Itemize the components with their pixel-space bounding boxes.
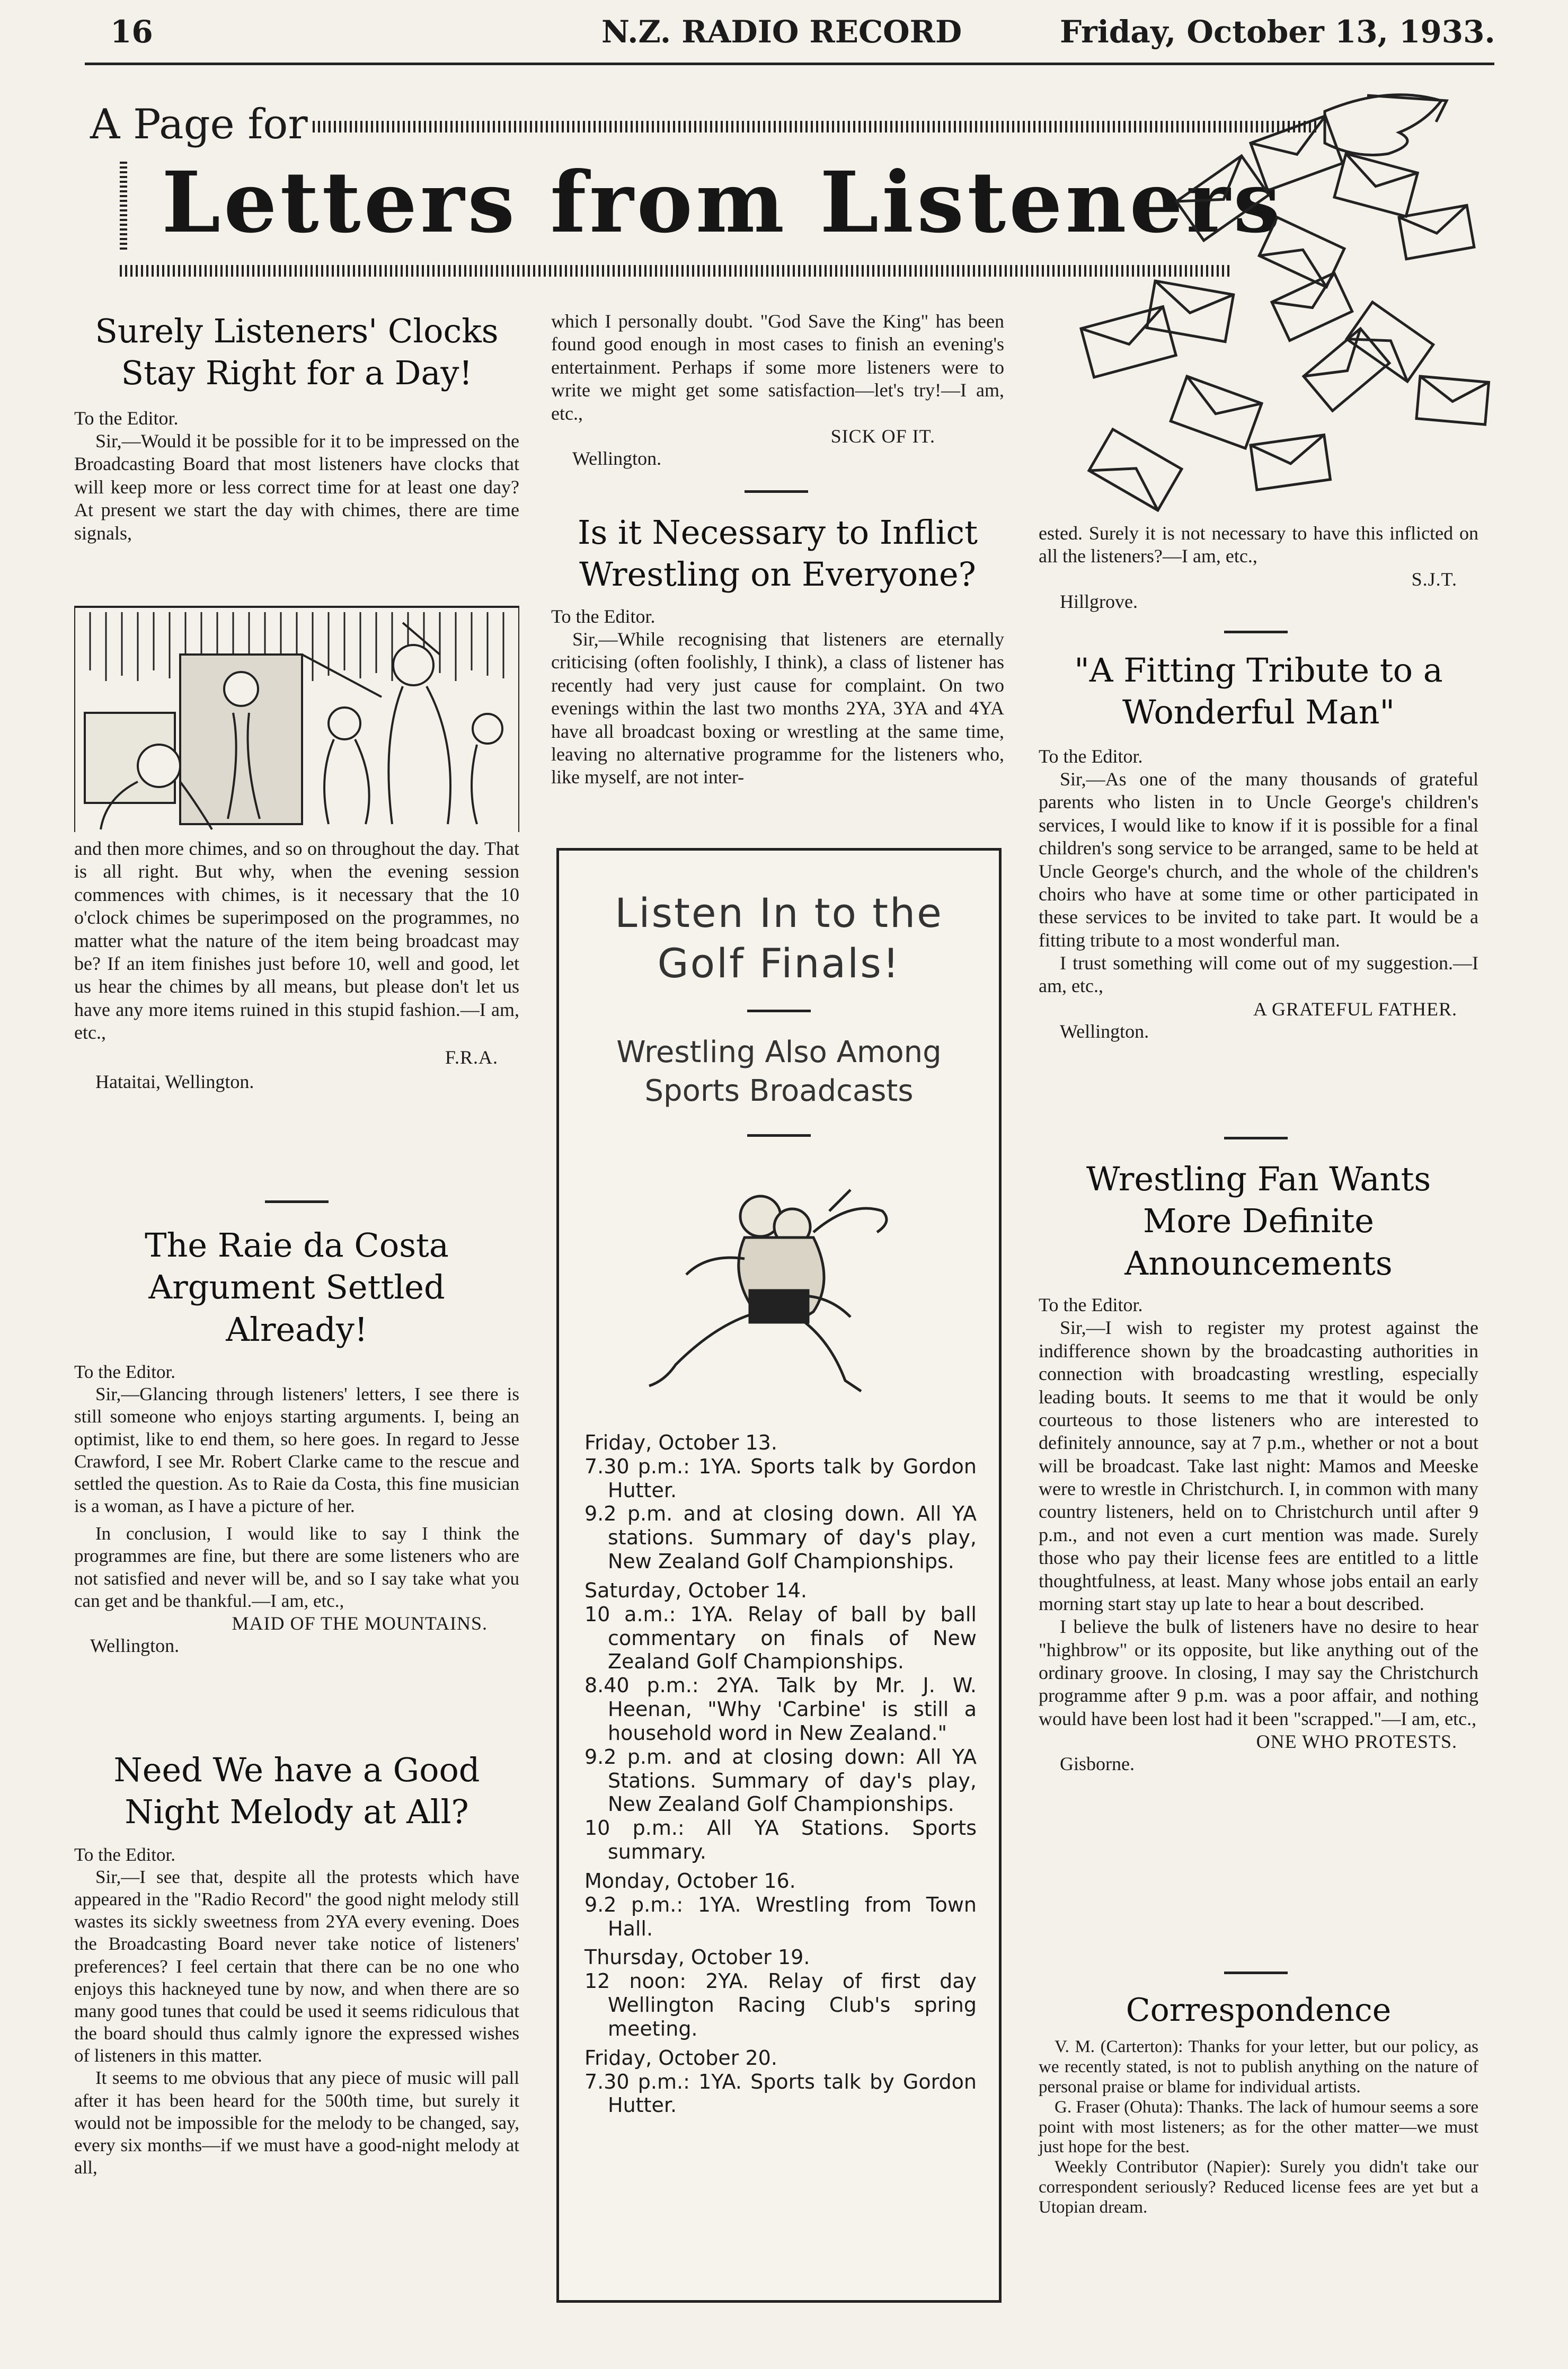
schedule-day-label: Monday, October 16.	[584, 1869, 796, 1893]
letter-wrestling-signature: S.J.T.	[1411, 568, 1457, 590]
banner-kicker: A Page for	[90, 101, 308, 148]
letter-tribute-body-1: Sir,—As one of the many thousands of grateful parents who listen in to Uncle George's children's services, I would like to know if it is possible for a final children's song service to be arranged, same to be held at Uncle George's church, and the whole of the children's choirs who have at some time or other participated in these services to be invited to take part. It would be a fitting tribute to a most wonderful man.	[1039, 768, 1478, 951]
letter-raie-salutation: To the Editor.	[74, 1362, 175, 1383]
letter-clocks	[74, 310, 519, 545]
letter-goodnight	[74, 1749, 519, 2179]
divider	[745, 490, 808, 493]
letter-wrestling-continued: ested. Surely it is not necessary to have this inflicted on all the listeners?—I am, etc.,	[1039, 523, 1478, 567]
schedule-item: 8.40 p.m.: 2YA. Talk by Mr. J. W. Heenan, "Why 'Carbine' is still a household word in New Zealand."	[584, 1674, 977, 1745]
issue-date: Friday, October 13, 1933.	[1060, 14, 1495, 50]
correspondence-entry: Weekly Contributor (Napier): Surely you didn't take our correspondent seriously? Reduced license fees are yet but a Utopian dream.	[1039, 2158, 1478, 2217]
schedule-day-label: Friday, October 13.	[584, 1431, 777, 1454]
letter-goodnight-continued: which I personally doubt. "God Save the King" has been found good enough in most cases to finish an evening's entertainment. Perhaps if some more listeners were to write we might get some satisfaction—let's try!—I am, etc.,	[551, 311, 1004, 424]
letter-tribute-heading: "A Fitting Tribute to a Wonderful Man"	[1074, 651, 1443, 732]
page-number: 16	[110, 14, 153, 50]
letter-raie-heading: The Raie da Costa Argument Settled Already!	[145, 1226, 449, 1349]
letter-goodnight-cont	[551, 310, 1004, 470]
schedule-day-label: Thursday, October 19.	[584, 1946, 810, 1969]
divider	[1224, 631, 1288, 633]
letter-clocks-heading: Surely Listeners' Clocks Stay Right for a Day!	[95, 312, 499, 393]
letter-wrestling	[551, 511, 1004, 789]
sports-broadcast-box	[556, 848, 1002, 2303]
letter-clocks-body-b: and then more chimes, and so on throughout the day. That is all right. But why, when the evening session commences with chimes, is it necessary that the 10 o'clock chimes be superimposed on the programmes, no matter what the nature of the item being broadcast may be? If an item finishes just before 10, well and good, let us hear the chimes by all means, but please don't let us have any more items ruined in this stupid fashion.—I am, etc.,	[74, 838, 519, 1043]
schedule-day-3	[584, 1946, 977, 2040]
letter-goodnight-body-2: It seems to me obvious that any piece of music will pall after it has been heard for the 500th time, but surely it would not be impossible for the melody to be changed, say, every six months—if we must have a good-night melody at all,	[74, 2067, 519, 2178]
letter-raie	[74, 1224, 519, 1657]
letter-clocks-body-a: Sir,—Would it be possible for it to be impressed on the Broadcasting Board that most listeners have clocks that will keep more or less correct time for at least one day? At present we start the day with chimes, there are time signals,	[74, 430, 519, 544]
schedule-item: 12 noon: 2YA. Relay of first day Wellington Racing Club's spring meeting.	[584, 1969, 977, 2040]
schedule-day-4	[584, 2046, 977, 2117]
ad-divider	[747, 1134, 811, 1137]
letter-raie-body-2: In conclusion, I would like to say I think the programmes are fine, but there are some listeners who are not satisfied and never will be, and so I say take what you can get and be thankful.—I am, etc.,	[74, 1523, 519, 1611]
letter-tribute-place: Wellington.	[1060, 1020, 1149, 1042]
letter-raie-place: Wellington.	[90, 1634, 180, 1656]
schedule-item: 9.2 p.m. and at closing down. All YA stations. Summary of day's play, New Zealand Golf Championships.	[584, 1502, 977, 1574]
broadcast-schedule	[584, 1426, 977, 2117]
letter-clocks-salutation: To the Editor.	[74, 407, 179, 429]
schedule-item: 7.30 p.m.: 1YA. Sports talk by Gordon Hutter.	[584, 1454, 977, 1502]
schedule-day-1	[584, 1579, 977, 1864]
correspondence-entry: G. Fraser (Ohuta): Thanks. The lack of humour seems a sore point with most listeners; as for the other matter—we must just hope for the best.	[1039, 2097, 1478, 2157]
letter-clocks-place: Hataitai, Wellington.	[95, 1071, 254, 1093]
wrestlers-illustration	[639, 1169, 914, 1412]
divider	[1224, 1137, 1288, 1139]
letter-fan-body-2: I believe the bulk of listeners have no desire to hear "highbrow" or its opposite, but like anything out of the ordinary groove. In closing, I may say the Christchurch programme after 9 p.m. was a poor affair, and nothing would have been lost had it been "scrapped."—I am, etc.,	[1039, 1616, 1478, 1729]
correspondence-heading: Correspondence	[1126, 1992, 1392, 2029]
schedule-item: 10 a.m.: 1YA. Relay of ball by ball commentary on finals of New Zealand Golf Championships.	[584, 1602, 977, 1674]
publication-name: N.Z. RADIO RECORD	[601, 14, 962, 50]
letter-clocks-cont	[74, 837, 519, 1093]
ad-title: Listen In to the Golf Finals!	[615, 889, 943, 987]
correspondence	[1039, 1990, 1478, 2218]
schedule-day-label: Saturday, October 14.	[584, 1578, 807, 1602]
running-header	[0, 10, 1568, 52]
letter-tribute-salutation: To the Editor.	[1039, 745, 1143, 767]
schedule-day-0	[584, 1431, 977, 1574]
banner-title: Letters from Listeners	[162, 154, 1284, 252]
ad-divider	[747, 1010, 811, 1012]
letter-fan	[1039, 1158, 1478, 1775]
divider	[265, 1200, 329, 1203]
letter-tribute-signature: A GRATEFUL FATHER.	[1253, 998, 1457, 1020]
ad-subtitle: Wrestling Also Among Sports Broadcasts	[616, 1035, 942, 1108]
letter-goodnight-body-1: Sir,—I see that, despite all the protests which have appeared in the "Radio Record" the good night melody still wastes its sickly sweetness from 2YA every evening. Does the Broadcasting Board never take notice of listeners' preferences? I feel certain that there can be no one who enjoys this hackneyed tune by now, and when there are so many good tunes that could be used it seems ridiculous that the board should thus calmly ignore the expressed wishes of listeners in this matter.	[74, 1866, 519, 2066]
divider	[1224, 1972, 1288, 1974]
letter-wrestling-cont	[1039, 522, 1478, 613]
letter-tribute-body-2: I trust something will come out of my suggestion.—I am, etc.,	[1039, 952, 1478, 997]
letter-goodnight-heading: Need We have a Good Night Melody at All?	[113, 1751, 480, 1832]
flying-envelopes-illustration	[1049, 79, 1526, 519]
letter-goodnight-place: Wellington.	[572, 447, 662, 469]
letter-wrestling-body: Sir,—While recognising that listeners are eternally criticising (often foolishly, I think), a class of listener has recently had very just cause for complaint. On two evenings within the last two months 2YA, 3YA and 4YA have all broadcast boxing or wrestling at the same time, leaving no alternative programme for the listeners who, like myself, are not inter-	[551, 629, 1004, 788]
letter-fan-place: Gisborne.	[1060, 1753, 1135, 1775]
letter-wrestling-heading: Is it Necessary to Inflict Wrestling on Everyone?	[578, 513, 978, 594]
letter-fan-signature: ONE WHO PROTESTS.	[1256, 1731, 1457, 1753]
letter-goodnight-signature: SICK OF IT.	[830, 425, 935, 447]
letter-clocks-signature: F.R.A.	[445, 1047, 498, 1068]
schedule-item: 10 p.m.: All YA Stations. Sports summary.	[584, 1816, 977, 1864]
letter-wrestling-place: Hillgrove.	[1060, 590, 1138, 612]
correspondence-entry: V. M. (Carterton): Thanks for your letter, but our policy, as we recently stated, is not to publish anything on the nature of personal praise or blame for individual artists.	[1039, 2037, 1478, 2097]
letter-tribute	[1039, 649, 1478, 1042]
header-rule	[85, 63, 1494, 65]
schedule-day-label: Friday, October 20.	[584, 2046, 777, 2070]
schedule-item: 9.2 p.m.: 1YA. Wrestling from Town Hall.	[584, 1893, 977, 1940]
schedule-item: 9.2 p.m. and at closing down: All YA Stations. Summary of day's play, New Zealand Golf Championships.	[584, 1745, 977, 1816]
letter-wrestling-salutation: To the Editor.	[551, 605, 655, 627]
letter-fan-body-1: Sir,—I wish to register my protest against the indifference shown by the broadcasting authorities in connection with broadcasting wrestling, especially leading bouts. It seems to me that it would be only courteous to those listeners who are interested to definitely announce, say at 7 p.m., whether or not a bout will be broadcast. Take last night: Mamos and Meeske were to wrestle in Christchurch. I, in common with many country listeners, held on to Christchurch until after 9 p.m., and not even a curt mention was made. Surely those who pay their license fees are entitled to a little thoughtfulness, at least. Many whose jobs entail an early morning start stay up late to hear a bout described.	[1039, 1317, 1478, 1614]
clock-chimes-illustration	[74, 591, 519, 835]
letter-raie-signature: MAID OF THE MOUNTAINS.	[232, 1612, 488, 1634]
letter-fan-salutation: To the Editor.	[1039, 1294, 1143, 1316]
letter-goodnight-salutation: To the Editor.	[74, 1844, 175, 1865]
letter-fan-heading: Wrestling Fan Wants More Definite Announcements	[1086, 1160, 1431, 1283]
schedule-item: 7.30 p.m.: 1YA. Sports talk by Gordon Hutter.	[584, 2070, 977, 2117]
schedule-day-2	[584, 1869, 977, 1940]
banner-side-rule	[120, 162, 127, 252]
letter-raie-body-1: Sir,—Glancing through listeners' letters, I see there is still someone who enjoys starting arguments. I, being an optimist, like to end them, so here goes. In regard to Jesse Crawford, I see Mr. Robert Clarke came to the rescue and settled the question. As to Raie da Costa, this fine musician is a woman, as I have a picture of her.	[74, 1384, 519, 1517]
